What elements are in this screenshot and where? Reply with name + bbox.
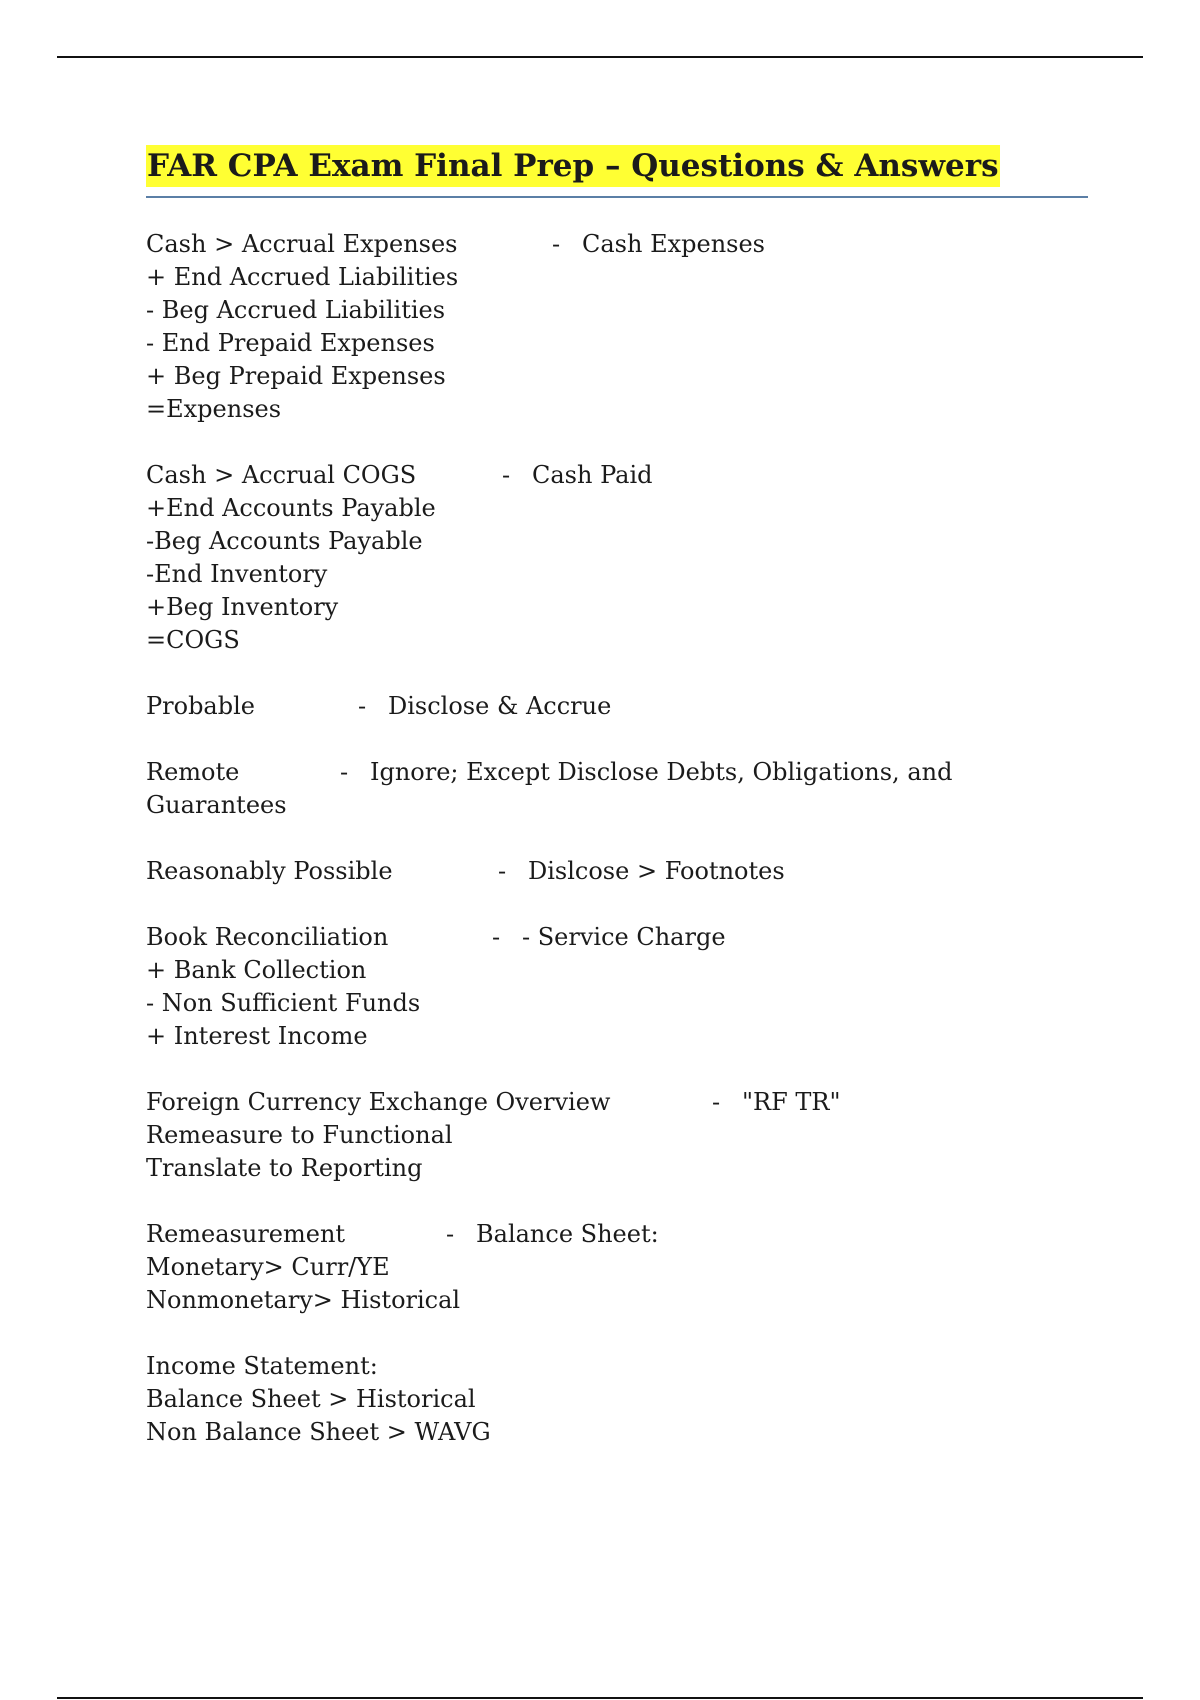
card-answer: - Service Charge <box>522 923 726 951</box>
card-term: Cash > Accrual Expenses <box>146 230 458 258</box>
qa-card-probable <box>146 690 1106 723</box>
card-answer: Cash Paid <box>532 461 653 489</box>
card-line: Translate to Reporting <box>146 1154 423 1182</box>
card-term: Remeasurement <box>146 1220 346 1248</box>
card-term: Foreign Currency Exchange Overview <box>146 1088 611 1116</box>
card-line: Monetary> Curr/YE <box>146 1253 390 1281</box>
income-statement-line: Non Balance Sheet > WAVG <box>146 1418 491 1446</box>
qa-card-foreign-currency <box>146 1086 1106 1185</box>
card-answer: Dislcose > Footnotes <box>528 857 785 885</box>
separator-dash: - <box>552 230 561 258</box>
income-statement-line: Balance Sheet > Historical <box>146 1385 476 1413</box>
qa-card-remote <box>146 756 1106 822</box>
card-line: -Beg Accounts Payable <box>146 527 423 555</box>
separator-dash: - <box>498 857 507 885</box>
income-statement-line: Income Statement: <box>146 1352 378 1380</box>
card-line: + Beg Prepaid Expenses <box>146 362 446 390</box>
separator-dash: - <box>446 1220 455 1248</box>
title-underline <box>146 196 1088 198</box>
card-line: Guarantees <box>146 791 287 819</box>
header-rule <box>57 56 1143 58</box>
qa-card-cash-accrual-expenses <box>146 228 1106 426</box>
card-line: - End Prepaid Expenses <box>146 329 435 357</box>
qa-card-reasonably-possible <box>146 855 1106 888</box>
income-statement-block <box>146 1350 1106 1449</box>
card-line: + End Accrued Liabilities <box>146 263 459 291</box>
card-line: +End Accounts Payable <box>146 494 436 522</box>
card-line: =COGS <box>146 626 240 654</box>
card-line: - Beg Accrued Liabilities <box>146 296 446 324</box>
card-answer: Ignore; Except Disclose Debts, Obligations, and <box>370 758 953 786</box>
card-line: + Bank Collection <box>146 956 367 984</box>
card-answer: "RF TR" <box>742 1088 841 1116</box>
card-line: - Non Sufficient Funds <box>146 989 421 1017</box>
card-answer: Disclose & Accrue <box>388 692 612 720</box>
card-line: Nonmonetary> Historical <box>146 1286 461 1314</box>
separator-dash: - <box>712 1088 721 1116</box>
card-answer: Cash Expenses <box>582 230 765 258</box>
qa-card-remeasurement <box>146 1218 1106 1317</box>
separator-dash: - <box>492 923 501 951</box>
card-line: =Expenses <box>146 395 282 423</box>
card-term: Book Reconciliation <box>146 923 389 951</box>
card-term: Cash > Accrual COGS <box>146 461 417 489</box>
card-line: +Beg Inventory <box>146 593 339 621</box>
document-title: FAR CPA Exam Final Prep – Questions & Answers <box>146 145 1000 187</box>
qa-card-cash-accrual-cogs <box>146 459 1106 657</box>
card-line: + Interest Income <box>146 1022 368 1050</box>
separator-dash: - <box>502 461 511 489</box>
card-term: Probable <box>146 692 255 720</box>
card-line: -End Inventory <box>146 560 328 588</box>
separator-dash: - <box>340 758 349 786</box>
footer-rule <box>57 1697 1143 1699</box>
qa-card-book-reconciliation <box>146 921 1106 1053</box>
card-term: Reasonably Possible <box>146 857 393 885</box>
document-body <box>146 228 1106 1482</box>
card-term: Remote <box>146 758 240 786</box>
card-answer: Balance Sheet: <box>476 1220 659 1248</box>
separator-dash: - <box>358 692 367 720</box>
card-line: Remeasure to Functional <box>146 1121 453 1149</box>
